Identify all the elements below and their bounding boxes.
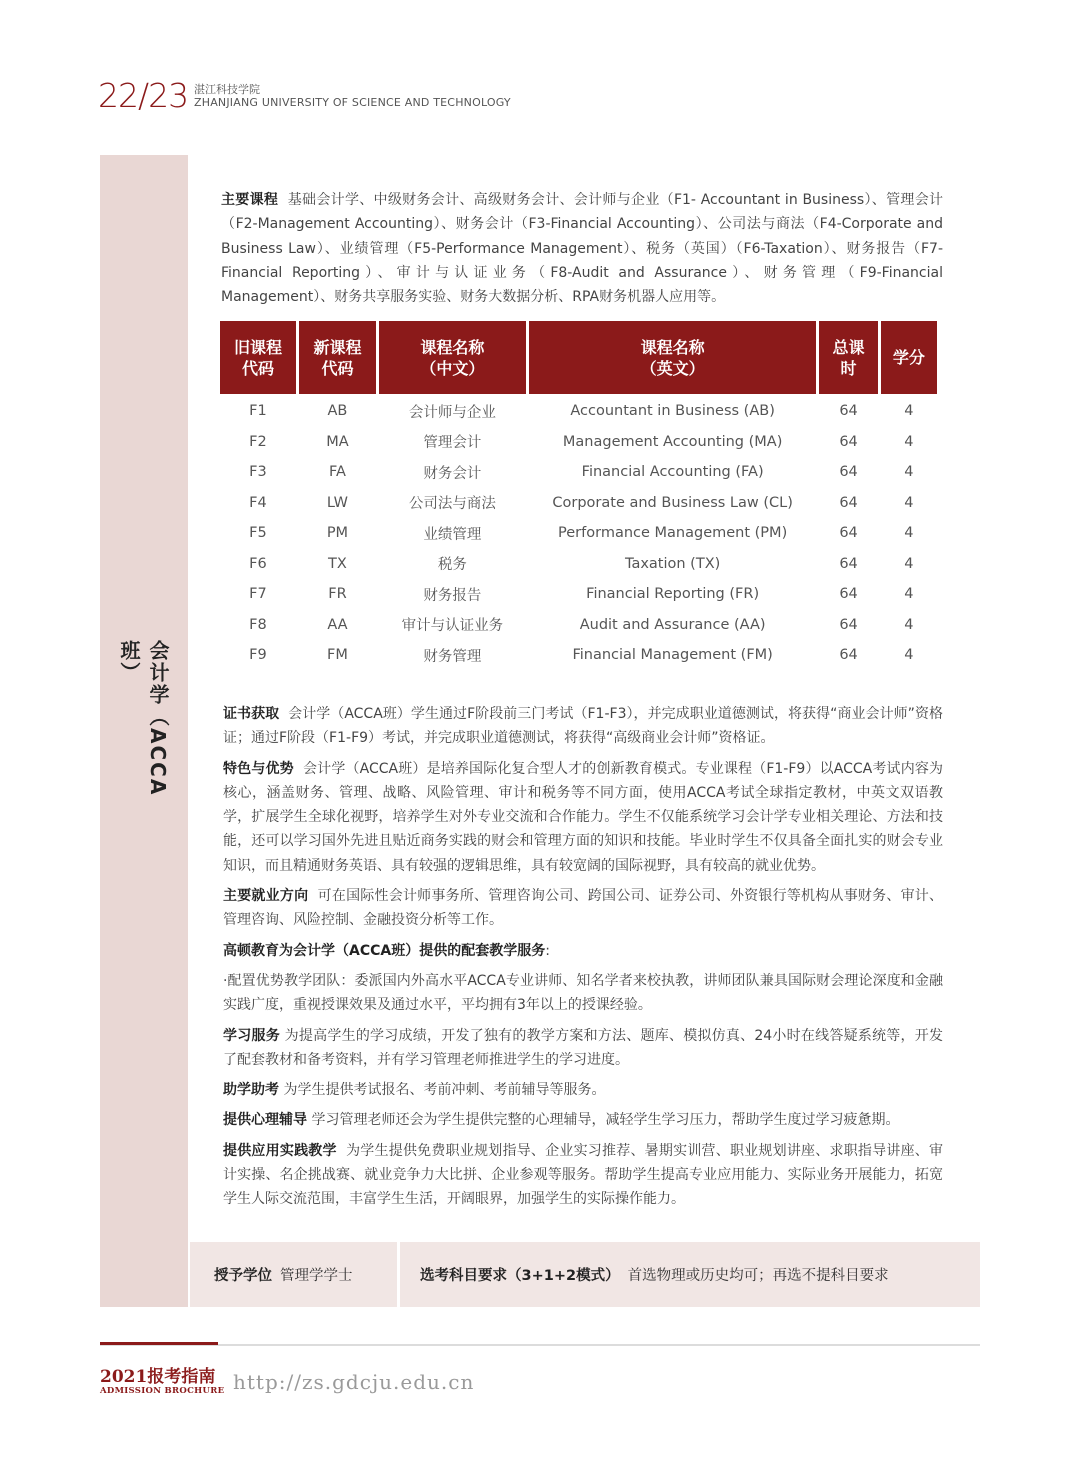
cell-new-code: LW [326, 494, 348, 511]
cell-old-code: F2 [249, 433, 267, 450]
main-courses-text: 基础会计学、中级财务会计、高级财务会计、会计师与企业（F1- Accountant in Business）、管理会计（F2-Management Accounting）、财务会计（F3-Financial Accounting）、公司法与商法（F4-Corporate and Business Law）、业绩管理（F5-Performance Management）、税务（英国）（F6-Taxation）、财务报告（F7-Financial Reporting）、审计与认证业务（F8-Audit and Assurance）、财务管理（F9-Financial Management）、财务共享服务实验、财务大数据分析、RPA财务机器人应用等。 [221, 192, 944, 306]
footer-title: 2021报考指南 [100, 1367, 216, 1387]
practice-paragraph: 提供应用实践教学 为学生提供免费职业规划指导、企业实习推荐、暑期实训营、职业规划讲座、求职指导讲座、审计实操、名企挑战赛、就业竞争力大比拼、企业参观等服务。帮助学生提高专业应用能力、实际业务开展能力，拓宽学生人际交流范围，丰富学生生活，开阔眼界，加强学生的实际操作能力。 [223, 1142, 944, 1208]
cell-credits: 4 [904, 464, 914, 481]
table-row [220, 457, 937, 488]
cell-hours: 64 [839, 464, 858, 481]
description-body [223, 702, 943, 1218]
table-row [220, 640, 937, 671]
table-row [220, 579, 937, 610]
header-name-en: 课程名称 （英文） [529, 321, 817, 394]
cell-credits: 4 [904, 433, 914, 450]
cell-hours: 64 [839, 494, 858, 511]
cell-name-en: Financial Reporting (FR) [586, 586, 760, 603]
main-courses-paragraph [221, 188, 943, 309]
cell-name-en: Management Accounting (MA) [562, 433, 783, 450]
table-row [220, 394, 937, 427]
cell-hours: 64 [839, 403, 858, 420]
cell-hours: 64 [839, 433, 858, 450]
cell-name-cn: 审计与认证业务 [401, 618, 504, 635]
cell-credits: 4 [904, 586, 914, 603]
employment-paragraph: 主要就业方向 可在国际性会计师事务所、管理咨询公司、跨国公司、证券公司、外资银行等机构从事财务、审计、管理咨询、风险控制、金融投资分析等工作。 [223, 888, 944, 929]
cell-new-code: FM [327, 647, 348, 664]
subject-requirement-cell [400, 1242, 980, 1307]
teaching-team-paragraph: ·配置优势教学团队：委派国内外高水平ACCA专业讲师、知名学者来校执教，讲师团队兼具国际财会理论深度和金融实践广度，重视授课效果及通过水平，平均拥有3年以上的授课经验。 [223, 972, 943, 1014]
cell-name-cn: 财务管理 [423, 648, 482, 665]
cell-new-code: FR [328, 586, 347, 603]
cell-name-cn: 税务 [437, 557, 467, 574]
header-credits: 学分 [881, 321, 937, 394]
subject-value: 首选物理或历史均可；再选不提科目要求 [627, 1268, 889, 1284]
cell-new-code: TX [328, 555, 347, 572]
degree-value: 管理学学士 [280, 1268, 353, 1284]
cell-credits: 4 [904, 525, 914, 542]
cell-hours: 64 [839, 647, 858, 664]
study-service-paragraph: 学习服务 为提高学生的学习成绩，开发了独有的教学方案和方法、题库、模拟仿真、24小时在线答疑系统等，开发了配套教材和备考资料，并有学习管理老师推进学生的学习进度。 [223, 1027, 944, 1068]
cell-name-cn: 会计师与企业 [408, 404, 496, 421]
table-row [220, 488, 937, 519]
cell-name-cn: 公司法与商法 [408, 496, 496, 513]
university-name-en: ZHANJIANG UNIVERSITY OF SCIENCE AND TECHNOLOGY [194, 96, 511, 109]
cell-name-cn: 财务报告 [423, 587, 482, 604]
cell-old-code: F9 [249, 647, 267, 664]
table-row [220, 610, 937, 641]
features-paragraph: 特色与优势 会计学（ACCA班）是培养国际化复合型人才的创新教育模式。专业课程（F1-F9）以ACCA考试内容为核心，涵盖财务、管理、战略、风险管理、审计和税务等不同方面，使用ACCA考试全球指定教材，中英文双语教学，扩展学生全球化视野，培养学生对外专业交流和合作能力。学生不仅能系统学习会计学专业相关理论、方法和技能，还可以学习国外先进且贴近商务实践的财会和管理方面的知识和技能。毕业时学生不仅具备全面扎实的财会专业知识，而且精通财务英语、具有较强的逻辑思维，具有较宽阔的国际视野，具有较高的就业优势。 [223, 760, 944, 874]
cell-name-en: Financial Management (FM) [572, 647, 773, 664]
cell-new-code: MA [326, 433, 349, 450]
cell-hours: 64 [839, 525, 858, 542]
course-table [217, 321, 940, 671]
header-hours: 总课 时 [819, 321, 877, 394]
table-row [220, 549, 937, 580]
cell-name-en: Performance Management (PM) [558, 525, 788, 542]
degree-label: 授予学位 [214, 1268, 272, 1284]
table-row [220, 427, 937, 458]
cell-old-code: F3 [249, 464, 267, 481]
table-row [220, 518, 937, 549]
cell-name-en: Audit and Assurance (AA) [579, 616, 766, 633]
cell-new-code: AB [327, 403, 348, 420]
cell-hours: 64 [839, 555, 858, 572]
main-courses-label: 主要课程 [221, 192, 279, 208]
footer-accent-line [100, 1342, 218, 1345]
header-old-code: 旧课程 代码 [220, 321, 296, 394]
cell-old-code: F4 [249, 494, 267, 511]
cell-credits: 4 [904, 647, 914, 664]
university-name-cn: 湛江科技学院 [194, 83, 260, 96]
cell-credits: 4 [904, 616, 914, 633]
major-title: 会计学（ACCA班） [117, 640, 170, 797]
cell-old-code: F5 [249, 525, 267, 542]
study-aid-paragraph: 助学助考 为学生提供考试报名、考前冲刺、考前辅导等服务。 [223, 1082, 606, 1099]
footer-subtitle: ADMISSION BROCHURE [100, 1386, 225, 1396]
degree-cell [190, 1242, 397, 1307]
cell-name-en: Taxation (TX) [624, 555, 721, 572]
cell-old-code: F8 [249, 616, 267, 633]
footer-divider [100, 1344, 980, 1346]
certificate-paragraph: 证书获取 会计学（ACCA班）学生通过F阶段前三门考试（F1-F3），并完成职业道德测试，将获得“商业会计师”资格证；通过F阶段（F1-F9）考试，并完成职业道德测试，将获得“高级商业会计师”资格证。 [223, 706, 943, 747]
cell-new-code: PM [326, 525, 349, 542]
cell-old-code: F7 [249, 586, 267, 603]
cell-name-en: Accountant in Business (AB) [570, 403, 775, 420]
counseling-paragraph: 提供心理辅导 学习管理老师还会为学生提供完整的心理辅导，减轻学生学习压力，帮助学生度过学习疲惫期。 [223, 1112, 900, 1129]
services-heading: 高顿教育为会计学（ACCA班）提供的配套教学服务: [223, 942, 550, 959]
cell-credits: 4 [904, 494, 914, 511]
cell-hours: 64 [839, 616, 858, 633]
cell-credits: 4 [904, 555, 914, 572]
page-number: 22/23 [98, 76, 189, 115]
cell-old-code: F1 [249, 403, 267, 420]
cell-new-code: AA [327, 616, 348, 633]
subject-label: 选考科目要求（3+1+2模式） [420, 1268, 620, 1284]
cell-name-cn: 业绩管理 [423, 526, 482, 543]
sidebar-title [100, 640, 188, 830]
table-header-row [220, 321, 937, 394]
cell-hours: 64 [839, 586, 858, 603]
cell-name-cn: 管理会计 [423, 435, 482, 452]
header-name-cn: 课程名称 （中文） [379, 321, 526, 394]
cell-new-code: FA [328, 464, 346, 481]
cell-old-code: F6 [249, 555, 267, 572]
header-new-code: 新课程 代码 [299, 321, 376, 394]
degree-info-box [190, 1242, 980, 1307]
cell-name-cn: 财务会计 [423, 465, 482, 482]
cell-credits: 4 [904, 403, 914, 420]
cell-name-en: Financial Accounting (FA) [581, 464, 764, 481]
cell-name-en: Corporate and Business Law (CL) [552, 494, 793, 511]
footer-url-link[interactable]: http://zs.gdcju.edu.cn [233, 1370, 475, 1394]
